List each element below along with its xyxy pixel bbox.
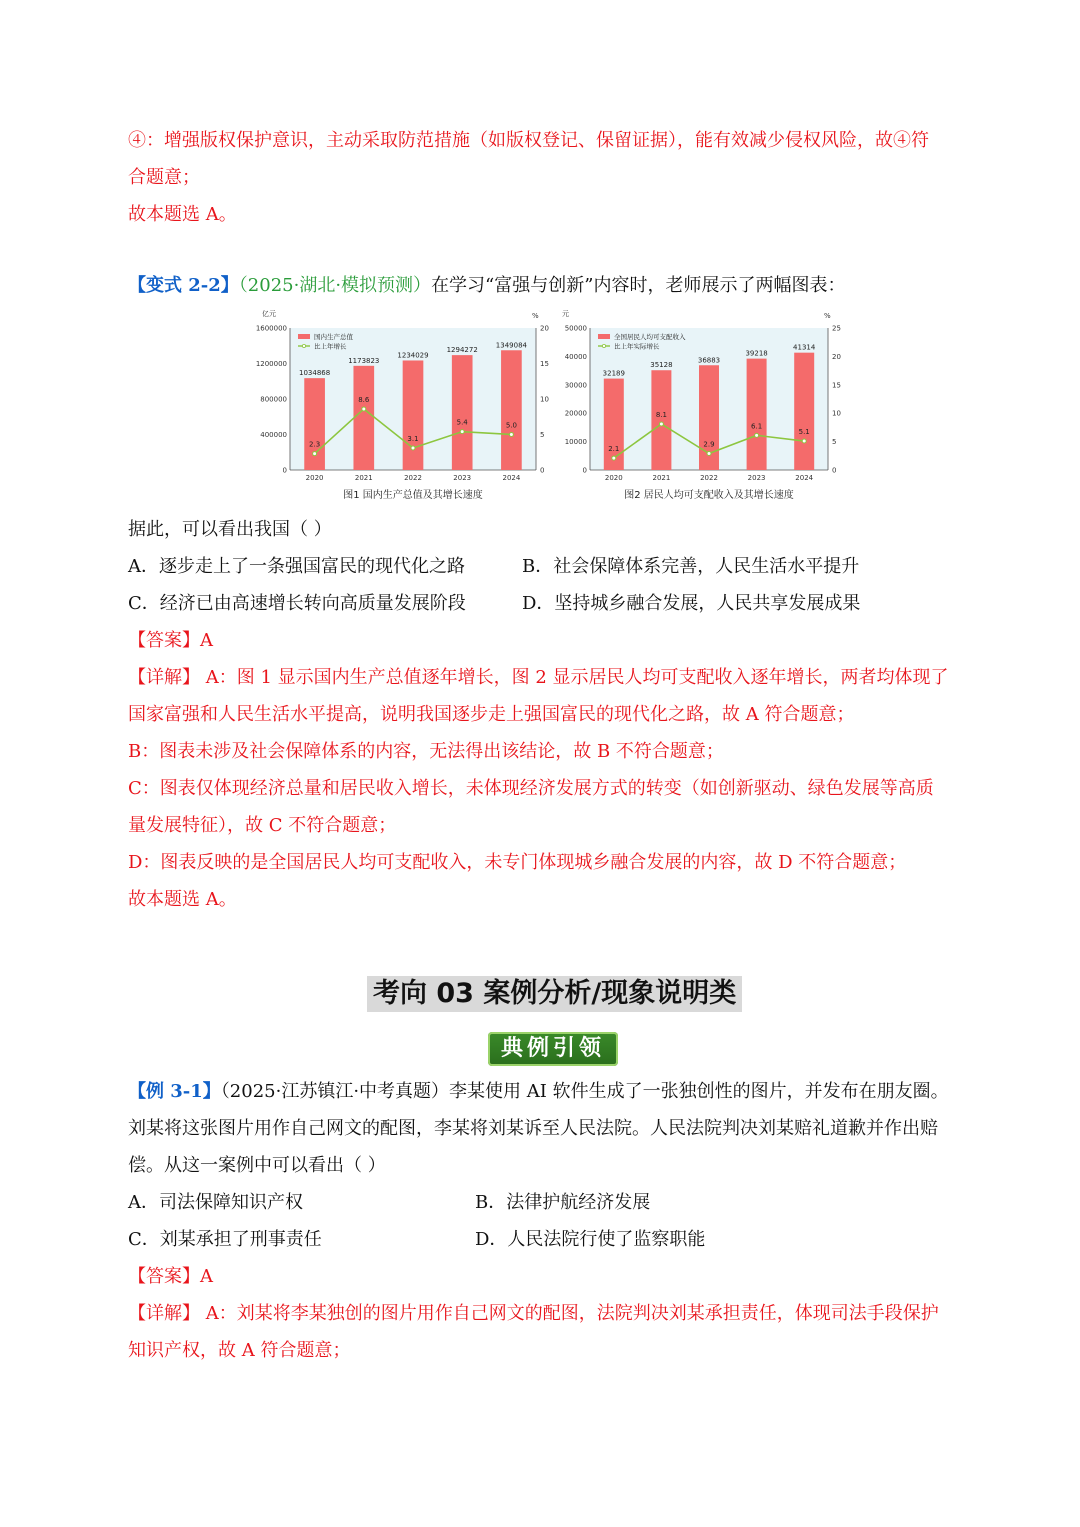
explain-line: D：图表反映的是全国居民人均可支配收入，未专门体现城乡融合发展的内容，故 D 不符合题意； [128,852,907,873]
explain-line: 知识产权，故 A 符合题意； [128,1340,351,1361]
legend-bar-swatch [598,334,610,339]
y-unit-label: 亿元 [262,310,276,318]
legend-line-marker [302,344,305,347]
example-tag: 【例 3-1】 [128,1081,221,1102]
prev-explain-line: 故本题选 A。 [128,204,237,225]
option-a: A．司法保障知识产权 [128,1192,303,1213]
bar [304,378,325,470]
growth-point [707,452,711,456]
answer-line: 【答案】A [128,1266,213,1287]
y2-tick-label: 10 [540,395,549,404]
y2-tick-label: 0 [540,466,545,475]
x-tick-label: 2023 [453,474,472,482]
growth-point [755,433,759,437]
bar-value-label: 1173823 [348,356,380,365]
y-tick-label: 0 [282,466,287,475]
option-a: A．逐步走上了一条强国富民的现代化之路 [128,556,465,577]
chart-caption: 图2 居民人均可支配收入及其增长速度 [624,490,794,501]
example-header [128,1081,949,1103]
x-tick-label: 2020 [604,474,623,482]
explain-line: C：图表仅体现经济总量和居民收入增长，未体现经济发展方式的转变（如创新驱动、绿色发展等高质 [128,778,934,799]
y2-tick-label: 25 [832,324,841,333]
bar-value-label: 36883 [697,356,721,365]
bar [794,353,814,470]
y-unit-label: 元 [562,310,569,318]
y2-tick-label: 15 [832,381,841,390]
y-tick-label: 1600000 [255,324,287,333]
y2-tick-label: 20 [832,352,841,361]
x-tick-label: 2024 [502,474,521,482]
y-tick-label: 50000 [564,324,587,333]
y-tick-label: 30000 [564,381,587,390]
growth-point [659,422,663,426]
y-tick-label: 10000 [564,438,587,447]
option-b: B．法律护航经济发展 [475,1192,651,1213]
option-d: D．人民法院行使了监察职能 [475,1229,706,1250]
x-tick-label: 2021 [354,474,373,482]
typical-example-badge: 典例引领 [488,1032,618,1066]
legend-line-marker [602,344,605,347]
growth-value-label: 6.1 [751,422,763,431]
example-text: 刘某将这张图片用作自己网文的配图，李某将刘某诉至人民法院。人民法院判决刘某赔礼道歉并作出赔 [128,1118,938,1139]
growth-value-label: 5.0 [505,421,517,430]
bar [747,359,767,470]
growth-point [362,407,366,411]
y-tick-label: 1200000 [255,360,287,368]
bar-value-label: 35128 [650,361,673,370]
x-tick-label: 2022 [404,474,422,482]
y2-unit-label: % [532,312,539,320]
y-tick-label: 400000 [260,431,287,439]
bar [403,360,424,470]
bar [452,355,473,470]
legend-bar-label: 全国居民人均可支配收入 [614,333,686,341]
prev-explain-line: ④：增强版权保护意识，主动采取防范措施（如版权登记、保留证据），能有效减少侵权风险，故④符 [128,130,929,151]
y2-tick-label: 20 [540,324,549,333]
explain-line: 量发展特征），故 C 不符合题意； [128,815,397,836]
answer-line: 【答案】A [128,630,213,651]
chart-caption: 图1 国内生产总值及其增长速度 [343,490,483,501]
explain-line: 故本题选 A。 [128,889,237,910]
y2-unit-label: % [824,312,831,320]
y2-tick-label: 15 [540,360,549,368]
growth-value-label: 3.1 [407,434,419,443]
y-tick-label: 800000 [260,395,287,404]
example-text: 偿。从这一案例中可以看出（ ） [128,1155,386,1176]
section-title: 考向 03 案例分析/现象说明类 [367,976,742,1012]
legend-bar-swatch [298,334,310,339]
y2-tick-label: 10 [832,409,841,418]
y2-tick-label: 5 [832,438,837,447]
bar-value-label: 1034868 [299,369,331,378]
option-b: B．社会保障体系完善，人民生活水平提升 [522,556,860,577]
growth-value-label: 8.6 [358,395,370,404]
variant-header [128,275,845,297]
bar-value-label: 39218 [745,349,768,358]
gdp-chart [248,308,560,508]
bar-value-label: 1234029 [397,351,429,360]
legend-bar-label: 国内生产总值 [314,333,353,341]
y-tick-label: 40000 [564,352,587,361]
growth-point [460,430,464,434]
bar-value-label: 1294272 [446,346,478,355]
option-c: C．刘某承担了刑事责任 [128,1229,322,1250]
example-text: （2025·江苏镇江·中考真题）李某使用 AI 软件生成了一张独创性的图片，并发布在朋友圈。 [220,1081,949,1102]
growth-point [612,456,616,460]
legend-line-label: 比上年实际增长 [614,342,660,351]
bar [353,366,374,470]
bar [651,370,671,470]
growth-point [313,452,317,456]
variant-text: 在学习“富强与创新”内容时，老师展示了两幅图表： [431,275,846,296]
x-tick-label: 2021 [652,474,671,482]
explain-line: 【详解】 A：刘某将李某独创的图片用作自己网文的配图，法院判决刘某承担责任，体现司法手段保护 [128,1303,939,1324]
growth-point [509,433,513,437]
growth-value-label: 5.4 [456,418,468,427]
explain-line: B：图表未涉及社会保障体系的内容，无法得出该结论，故 B 不符合题意； [128,741,724,762]
legend-line-label: 比上年增长 [314,342,347,351]
x-tick-label: 2020 [305,474,324,482]
option-d: D．坚持城乡融合发展，人民共享发展成果 [522,593,861,614]
y2-tick-label: 0 [832,466,837,475]
variant-tag: 【变式 2-2】 [128,275,239,296]
growth-value-label: 2.1 [608,445,620,454]
bar-value-label: 41314 [793,343,816,352]
variant-source: （2025·湖北·模拟预测） [238,275,432,296]
growth-value-label: 2.3 [309,440,321,449]
x-tick-label: 2023 [747,474,766,482]
prev-explain-line: 合题意； [128,167,200,188]
option-c: C．经济已由高速增长转向高质量发展阶段 [128,593,466,614]
growth-value-label: 5.1 [798,428,810,437]
y-tick-label: 20000 [564,409,587,418]
growth-value-label: 8.1 [655,410,667,419]
bar-value-label: 1349084 [495,341,527,350]
bar [501,350,522,470]
y-tick-label: 0 [582,466,587,475]
income-chart [560,308,860,508]
y2-tick-label: 5 [540,431,545,439]
explain-line: 【详解】 A：图 1 显示国内生产总值逐年增长，图 2 显示居民人均可支配收入逐年增长，两者均体现了 [128,667,949,688]
explain-line: 国家富强和人民生活水平提高，说明我国逐步走上强国富民的现代化之路，故 A 符合题意； [128,704,855,725]
growth-point [802,439,806,443]
x-tick-label: 2022 [700,474,718,482]
x-tick-label: 2024 [795,474,814,482]
growth-value-label: 2.9 [703,440,715,449]
growth-point [411,446,415,450]
bar-value-label: 32189 [602,369,625,378]
question-stem: 据此，可以看出我国（ ） [128,519,332,540]
